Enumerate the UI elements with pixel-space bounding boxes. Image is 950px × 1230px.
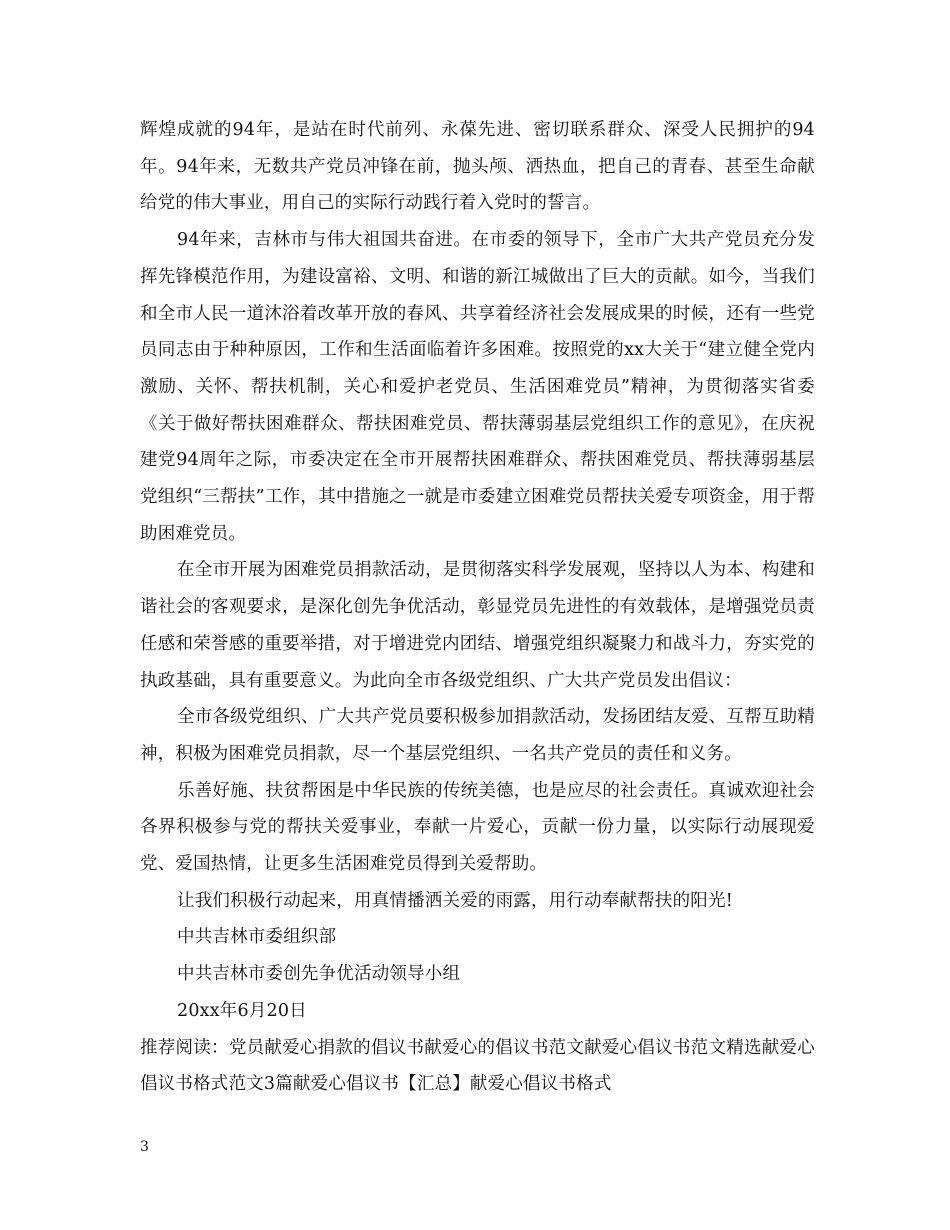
paragraph-continuation: 辉煌成就的94年，是站在时代前列、永葆先进、密切联系群众、深受人民拥护的94年。94年来，无数共产党员冲锋在前，抛头颅、洒热血，把自己的青春、甚至生命献给党的伟大事业，用自己的实际行动践行着入党时的誓言。 — [140, 120, 815, 214]
recommended-reading: 推荐阅读：党员献爱心捐款的倡议书献爱心的倡议书范文献爱心倡议书范文精选献爱心倡议书格式范文3篇献爱心倡议书【汇总】献爱心倡议书格式 — [140, 1037, 815, 1095]
paragraph-call-to-society: 乐善好施、扶贫帮困是中华民族的传统美德，也是应尽的社会责任。真诚欢迎社会各界积极参与党的帮扶关爱事业，奉献一片爱心，贡献一份力量，以实际行动展现爱党、爱国热情，让更多生活困难党员得到关爱帮助。 — [140, 780, 815, 875]
document-body — [140, 112, 815, 1103]
signature-date: 20xx年6月20日 — [177, 1000, 307, 1021]
page-number: 3 — [140, 1139, 149, 1155]
paragraph-jilin: 94年来，吉林市与伟大祖国共奋进。在市委的领导下，全市广大共产党员充分发挥先锋模范作用，为建设富裕、文明、和谐的新江城做出了巨大的贡献。如今，当我们和全市人民一道沐浴着改革开放的春风、共享着经济社会发展成果的时候，还有一些党员同志由于种种原因，工作和生活面临着许多困难。按照党的xx大关于“建立健全党内激励、关怀、帮扶机制，关心和爱护老党员、生活困难党员”精神，为贯彻落实省委《关于做好帮扶困难群众、帮扶困难党员、帮扶薄弱基层党组织工作的意见》，在庆祝建党94周年之际，市委决定在全市开展帮扶困难群众、帮扶困难党员、帮扶薄弱基层党组织“三帮扶”工作，其中措施之一就是市委建立困难党员帮扶关爱专项资金，用于帮助困难党员。 — [140, 230, 815, 544]
paragraph-donation-significance: 在全市开展为困难党员捐款活动，是贯彻落实科学发展观，坚持以人为本、构建和谐社会的客观要求，是深化创先争优活动，彰显党员先进性的有效载体，是增强党员责任感和荣誉感的重要举措，对于增进党内团结、增强党组织凝聚力和战斗力，夯实党的执政基础，具有重要意义。为此向全市各级党组织、广大共产党员发出倡议： — [140, 560, 815, 691]
paragraph-closing: 让我们积极行动起来，用真情播洒关爱的雨露，用行动奉献帮扶的阳光! — [177, 890, 733, 911]
paragraph-call-to-members: 全市各级党组织、广大共产党员要积极参加捐款活动，发扬团结友爱、互帮互助精神，积极为困难党员捐款，尽一个基层党组织、一名共产党员的责任和义务。 — [140, 707, 815, 764]
signature-org-department: 中共吉林市委组织部 — [177, 927, 337, 948]
signature-org-leading-group: 中共吉林市委创先争优活动领导小组 — [177, 964, 461, 985]
